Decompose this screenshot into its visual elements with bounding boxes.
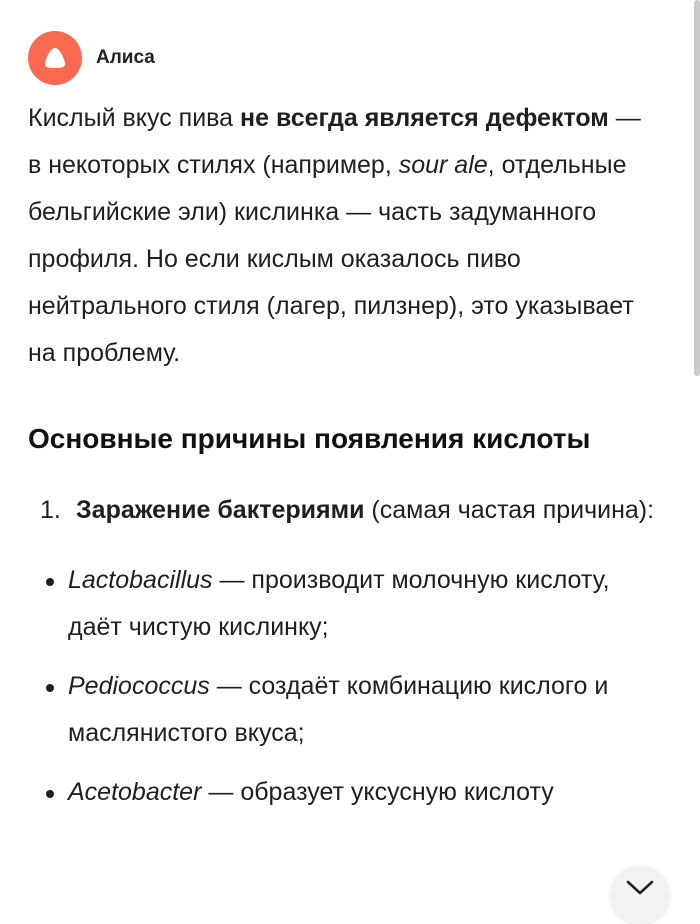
chevron-down-icon <box>625 878 655 896</box>
list-item <box>40 487 658 534</box>
bullet-text <box>68 663 658 757</box>
reason-bold: Заражение бактериями <box>76 496 365 524</box>
intro-text-3: , отдельные бельгийские эли) кислинка — часть задуманного профиля. Но если кислым оказалось пиво нейтрального стиля (лагер, пилзнер), это указывает на проблему. <box>28 151 634 367</box>
list-number: 1. <box>40 496 61 524</box>
scrollbar[interactable] <box>694 0 700 376</box>
list-item <box>28 769 658 816</box>
reason-text: (самая частая причина): <box>364 496 655 524</box>
bullet-icon <box>28 663 68 757</box>
bacteria-list <box>28 557 658 816</box>
bullet-icon <box>28 557 68 651</box>
intro-bold: не всегда является дефектом <box>240 104 609 132</box>
section-title: Основные причины появления кислоты <box>28 423 591 454</box>
bullet-icon <box>28 769 68 816</box>
message-header <box>28 28 155 88</box>
list-item <box>28 557 658 651</box>
intro-paragraph <box>28 95 658 377</box>
scroll-down-button[interactable] <box>611 866 669 924</box>
message-content <box>28 95 658 828</box>
bacteria-name: Acetobacter <box>68 778 202 806</box>
bacteria-desc: — образует уксусную кислоту <box>201 778 554 806</box>
reasons-list <box>28 487 658 534</box>
assistant-name: Алиса <box>96 47 155 68</box>
bacteria-name: Lactobacillus <box>68 566 213 594</box>
intro-text-1: Кислый вкус пива <box>28 104 241 132</box>
bacteria-name: Pediococcus <box>68 672 210 700</box>
bullet-text <box>68 769 658 816</box>
list-item <box>28 663 658 757</box>
intro-italic: sour ale <box>398 151 488 179</box>
bacteria-desc: — создаёт комбинацию кислого и маслянистого вкуса; <box>68 672 609 747</box>
alice-logo-icon <box>28 31 82 85</box>
list-item-text <box>76 487 654 534</box>
bullet-text <box>68 557 658 651</box>
bacteria-desc: — производит молочную кислоту, даёт чистую кислинку; <box>68 566 610 641</box>
intro-text-2: — в некоторых стилях (например, <box>28 104 641 179</box>
